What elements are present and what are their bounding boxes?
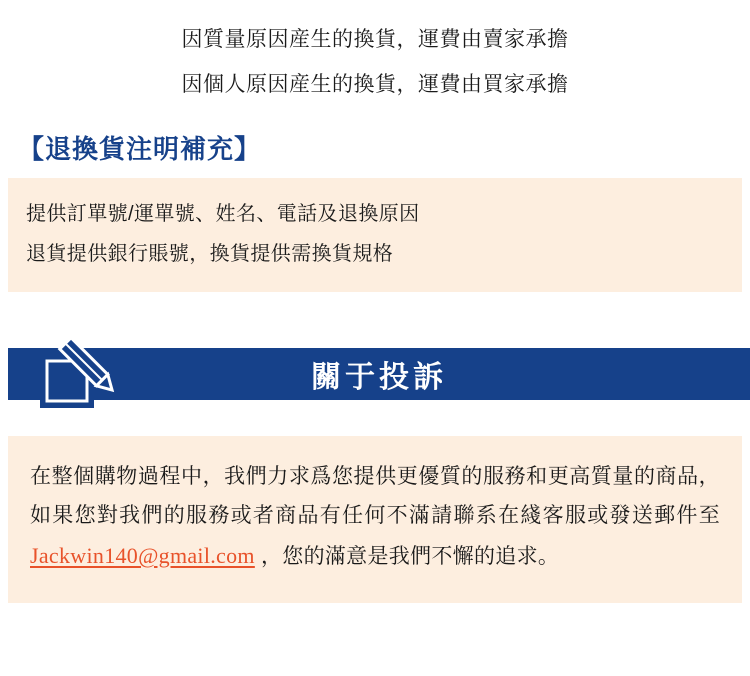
section-heading-return-note: 【退換貨注明補充】: [18, 134, 262, 165]
complaint-paragraph: [30, 458, 720, 577]
pencil-edit-icon: [36, 336, 122, 412]
policy-line: 因個人原因産生的換貨，運費由買家承擔: [181, 72, 569, 96]
complaint-text-box: [8, 436, 742, 603]
complaint-text-after-email: ，您的滿意是我們不懈的追求。: [254, 544, 560, 568]
note-line: 提供訂單號/運單號、姓名、電話及退換原因: [26, 203, 420, 226]
policy-line: 因質量原因産生的換貨，運費由賣家承擔: [181, 28, 569, 51]
return-note-box: [8, 178, 742, 292]
contact-email-link[interactable]: Jackwin140@gmail.com: [30, 542, 255, 568]
note-line: 退貨提供銀行賬號，換貨提供需換貨規格: [26, 243, 394, 266]
return-policy-lines: [0, 0, 750, 107]
complaint-banner: [0, 336, 750, 408]
complaint-text-before-email: 在整個購物過程中，我們力求爲您提供更優質的服務和更高質量的商品，如果您對我們的服務或者商品有任何不滿請聯系在綫客服或發送郵件至: [30, 465, 720, 527]
banner-title: 關于投訴: [311, 361, 447, 395]
